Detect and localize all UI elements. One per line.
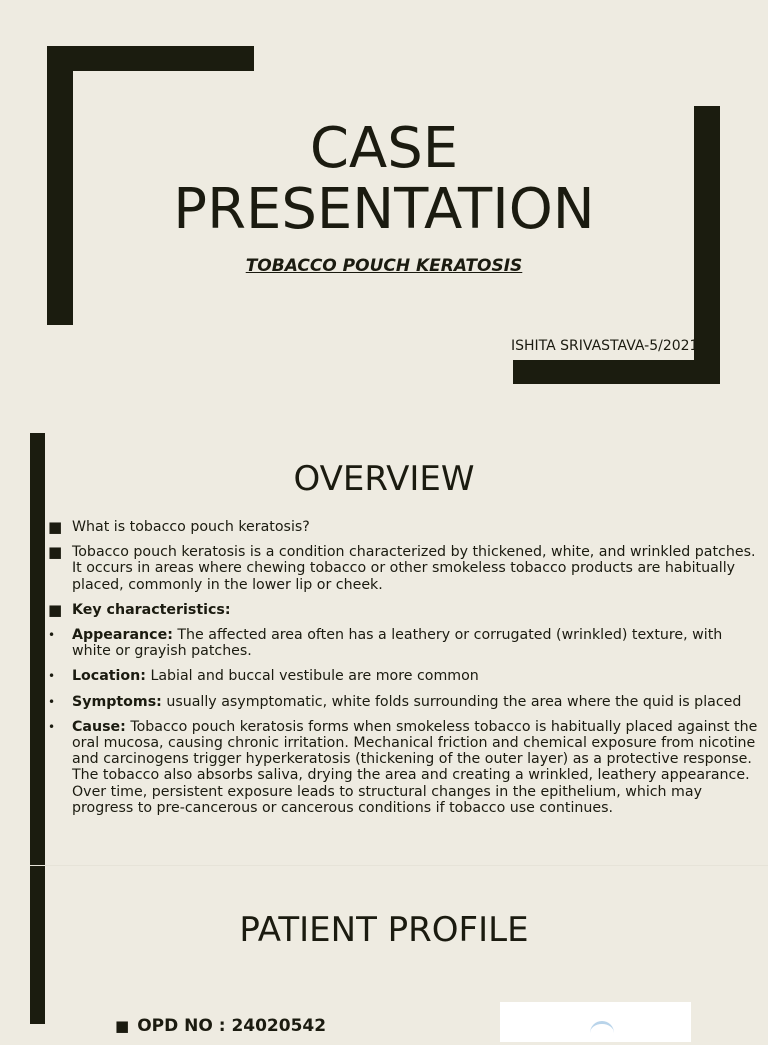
bullet-dot-icon: • [48,628,56,643]
bullet-square-icon: ■ [48,543,63,562]
item-text: Labial and buccal vestibule are more common [145,668,479,685]
item-text: The affected area often has a leathery or corrugated (wrinkled) texture, with white or grayish patches. [72,627,723,660]
bullet-square-icon: ■ [115,1017,130,1035]
presentation-subtitle: TOBACCO POUCH KERATOSIS [245,256,523,276]
item-text: Tobacco pouch keratosis is a condition characterized by thickened, white, and wrinkled patches. It occurs in areas where chewing tobacco or other smokeless tobacco products are habitually placed, commonly in the lower lip or cheek. [72,544,756,593]
overview-heading: OVERVIEW [293,459,475,499]
overview-list [48,519,758,825]
author-label: ISHITA SRIVASTAVA-5/2021 [511,338,699,354]
overview-list-item [48,719,758,816]
item-label: Symptoms: [72,693,162,710]
title-slide [0,0,768,432]
patient-profile-heading: PATIENT PROFILE [239,910,529,950]
overview-slide [0,433,768,865]
overview-list-item [48,544,758,593]
opd-number-item [115,1016,326,1036]
overview-list-item [48,602,758,618]
bullet-square-icon: ■ [48,600,63,619]
item-label: Key characteristics: [72,601,231,618]
photo-partial-shape [590,1021,614,1045]
overview-list-item [48,668,758,684]
item-text: What is tobacco pouch keratosis? [72,519,310,535]
frame-top-left-horizontal [47,46,254,71]
item-label: Cause: [72,718,126,735]
item-text: Tobacco pouch keratosis forms when smokeless tobacco is habitually placed against the oral mucosa, causing chronic irritation. Mechanical friction and chemical exposure from nicotine and carcinogens trigger hyperkeratosis (thickening of the outer layer) as a protective response. The tobacco also absorbs saliva, drying the area and creating a wrinkled, leathery appearance. Over time, persistent exposure leads to structural changes in the epithelium, which may progress to pre-cancerous or cancerous conditions if tobacco use continues. [72,718,758,816]
bullet-dot-icon: • [48,719,56,734]
frame-bottom-right-horizontal [513,360,720,384]
bullet-square-icon: ■ [48,518,63,536]
bullet-dot-icon: • [48,694,56,709]
title-line-1: CASE [309,116,459,181]
presentation-title [0,118,768,240]
overview-list-item [48,519,758,535]
bullet-dot-icon: • [48,669,56,684]
patient-photo [500,1002,691,1042]
overview-list-item [48,694,758,710]
patient-profile-slide [0,866,768,1036]
opd-number-text: OPD NO : 24020542 [137,1016,327,1036]
title-line-2: PRESENTATION [173,177,595,242]
item-text: usually asymptomatic, white folds surrounding the area where the quid is placed [161,693,742,710]
overview-list-item [48,627,758,659]
item-label: Appearance: [72,627,173,644]
item-label: Location: [72,668,146,685]
